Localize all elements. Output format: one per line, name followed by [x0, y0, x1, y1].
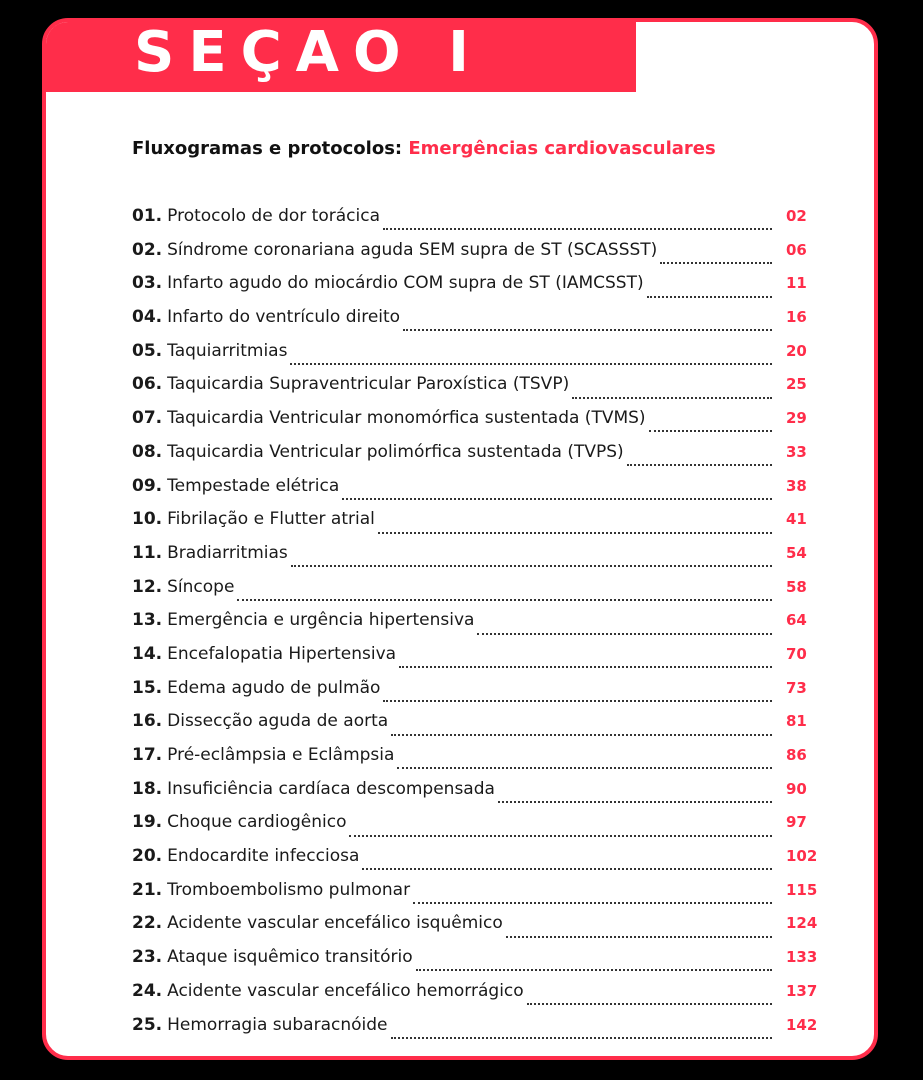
- toc-entry[interactable]: [132, 678, 822, 712]
- toc-entry-title: Síncope: [167, 576, 235, 597]
- toc-entry-title: Pré-eclâmpsia e Eclâmpsia: [167, 745, 395, 765]
- toc-entry-page: 115: [786, 880, 818, 899]
- toc-entry-number: 02.: [132, 239, 163, 260]
- toc-dot-leader: [342, 497, 772, 500]
- toc-entry-number: 16.: [132, 711, 163, 732]
- toc-entry-title: Edema agudo de pulmão: [167, 677, 381, 698]
- toc-entry[interactable]: [132, 273, 822, 307]
- toc-entry-title: Tempestade elétrica: [167, 475, 340, 496]
- toc-entry[interactable]: [132, 846, 822, 880]
- toc-entry[interactable]: [132, 644, 822, 678]
- toc-entry[interactable]: [132, 745, 822, 779]
- toc-entry-page: 142: [786, 1015, 818, 1034]
- toc-entry-title: Infarto do ventrículo direito: [167, 307, 401, 328]
- toc-entry-page: 41: [786, 510, 807, 529]
- toc-dot-leader: [416, 968, 772, 971]
- toc-dot-leader: [498, 800, 772, 803]
- subtitle-prefix: Fluxogramas e protocolos:: [132, 138, 409, 159]
- toc-entry-title: Bradiarritmias: [167, 542, 288, 563]
- toc-entry[interactable]: [132, 240, 822, 274]
- toc-entry[interactable]: [132, 812, 822, 846]
- toc-entry-title: Encefalopatia Hipertensiva: [167, 643, 397, 664]
- toc-entry-page: 25: [786, 375, 807, 394]
- toc-entry-title: Taquicardia Supraventricular Paroxística (TSVP): [167, 374, 570, 395]
- toc-entry-title: Choque cardiogênico: [167, 812, 347, 833]
- toc-entry[interactable]: [132, 779, 822, 813]
- toc-entry-title: Acidente vascular encefálico hemorrágico: [167, 980, 524, 1001]
- toc-entry-page: 90: [786, 779, 807, 798]
- toc-entry[interactable]: [132, 610, 822, 644]
- toc-entry-number: 22.: [132, 913, 163, 934]
- toc-entry-page: 133: [786, 948, 818, 967]
- toc-dot-leader: [349, 834, 772, 837]
- toc-entry-number: 01.: [132, 206, 163, 226]
- toc-entry-number: 19.: [132, 812, 163, 833]
- toc-dot-leader: [647, 295, 772, 298]
- toc-entry-title: Dissecção aguda de aorta: [167, 711, 389, 732]
- toc-entry[interactable]: [132, 206, 822, 240]
- toc-entry-number: 20.: [132, 846, 163, 867]
- toc-entry-title: Tromboembolismo pulmonar: [167, 879, 411, 900]
- toc-entry-page: 97: [786, 813, 807, 832]
- toc-entry-page: 11: [786, 274, 807, 293]
- toc-entry-title: Protocolo de dor torácica: [167, 206, 380, 226]
- toc-entry-number: 09.: [132, 475, 163, 496]
- toc-entry[interactable]: [132, 981, 822, 1015]
- toc-entry[interactable]: [132, 509, 822, 543]
- toc-entry[interactable]: [132, 374, 822, 408]
- toc-entry-page: 81: [786, 712, 807, 731]
- toc-entry-number: 03.: [132, 273, 163, 294]
- toc-dot-leader: [362, 867, 772, 870]
- toc-dot-leader: [383, 227, 772, 230]
- toc-entry-title: Síndrome coronariana aguda SEM supra de ST (SCASSST): [167, 239, 658, 260]
- toc-dot-leader: [477, 632, 772, 635]
- toc-entry[interactable]: [132, 577, 822, 611]
- toc-entry-number: 23.: [132, 947, 163, 968]
- toc-dot-leader: [237, 598, 772, 601]
- toc-entry-page: 54: [786, 543, 807, 562]
- toc-dot-leader: [413, 901, 772, 904]
- toc-entry-page: 137: [786, 981, 818, 1000]
- toc-card: [42, 18, 878, 1060]
- toc-entry[interactable]: [132, 307, 822, 341]
- toc-entry-number: 24.: [132, 980, 163, 1001]
- toc-dot-leader: [391, 1036, 772, 1039]
- toc-entry-number: 06.: [132, 374, 163, 395]
- toc-entry-number: 25.: [132, 1014, 163, 1035]
- toc-entry-page: 58: [786, 577, 807, 596]
- toc-dot-leader: [397, 766, 772, 769]
- table-of-contents: [132, 206, 822, 1048]
- toc-entry-page: 86: [786, 746, 807, 764]
- toc-dot-leader: [572, 396, 772, 399]
- toc-entry-page: 73: [786, 678, 807, 697]
- toc-entry-page: 29: [786, 409, 807, 428]
- toc-dot-leader: [403, 328, 772, 331]
- toc-entry-page: 70: [786, 644, 807, 663]
- subtitle-accent: Emergências cardiovasculares: [408, 138, 716, 159]
- toc-entry-page: 20: [786, 341, 807, 360]
- toc-entry-page: 124: [786, 914, 818, 933]
- toc-entry-title: Infarto agudo do miocárdio COM supra de ST (IAMCSST): [167, 273, 644, 294]
- toc-entry-number: 13.: [132, 610, 163, 631]
- toc-dot-leader: [627, 463, 772, 466]
- toc-entry-title: Hemorragia subaracnóide: [167, 1014, 388, 1035]
- toc-entry[interactable]: [132, 1015, 822, 1049]
- toc-dot-leader: [378, 531, 772, 534]
- toc-entry-number: 04.: [132, 307, 163, 328]
- toc-entry-number: 05.: [132, 340, 163, 361]
- toc-dot-leader: [506, 935, 772, 938]
- toc-entry-page: 02: [786, 207, 807, 225]
- toc-entry[interactable]: [132, 711, 822, 745]
- toc-entry[interactable]: [132, 341, 822, 375]
- toc-entry-title: Emergência e urgência hipertensiva: [167, 610, 475, 631]
- toc-entry[interactable]: [132, 442, 822, 476]
- toc-dot-leader: [527, 1002, 772, 1005]
- toc-entry[interactable]: [132, 543, 822, 577]
- toc-entry-page: 16: [786, 308, 807, 327]
- page-subtitle: [132, 138, 716, 159]
- toc-entry-title: Fibrilação e Flutter atrial: [167, 509, 375, 530]
- toc-entry-number: 15.: [132, 677, 163, 698]
- toc-entry-number: 11.: [132, 542, 163, 563]
- toc-entry-page: 38: [786, 476, 807, 495]
- toc-entry-number: 14.: [132, 643, 163, 664]
- toc-dot-leader: [649, 429, 772, 432]
- toc-entry-title: Endocardite infecciosa: [167, 846, 360, 867]
- toc-dot-leader: [291, 564, 772, 567]
- toc-entry-number: 12.: [132, 576, 163, 597]
- toc-entry-number: 08.: [132, 441, 163, 462]
- toc-entry[interactable]: [132, 947, 822, 981]
- toc-entry-title: Taquiarritmias: [167, 340, 288, 361]
- toc-entry-number: 21.: [132, 879, 163, 900]
- toc-entry[interactable]: [132, 476, 822, 510]
- toc-entry-title: Ataque isquêmico transitório: [167, 947, 413, 968]
- toc-entry-title: Acidente vascular encefálico isquêmico: [167, 913, 503, 934]
- section-title: SEÇAO I: [134, 20, 483, 85]
- toc-entry-number: 17.: [132, 745, 163, 765]
- toc-dot-leader: [290, 362, 772, 365]
- toc-entry-title: Insuficiência cardíaca descompensada: [167, 778, 495, 799]
- toc-entry[interactable]: [132, 880, 822, 914]
- toc-entry-title: Taquicardia Ventricular polimórfica sustentada (TVPS): [167, 441, 624, 462]
- toc-entry[interactable]: [132, 913, 822, 947]
- toc-entry-number: 10.: [132, 509, 163, 530]
- section-banner: [46, 22, 636, 92]
- toc-entry-number: 07.: [132, 408, 163, 429]
- toc-dot-leader: [383, 699, 772, 702]
- toc-entry-number: 18.: [132, 778, 163, 799]
- toc-entry-page: 64: [786, 611, 807, 630]
- toc-entry-title: Taquicardia Ventricular monomórfica sustentada (TVMS): [167, 408, 646, 429]
- toc-entry-page: 06: [786, 240, 807, 259]
- toc-dot-leader: [660, 261, 772, 264]
- toc-dot-leader: [399, 665, 772, 668]
- toc-entry[interactable]: [132, 408, 822, 442]
- toc-dot-leader: [391, 733, 772, 736]
- toc-entry-page: 102: [786, 847, 818, 866]
- toc-entry-page: 33: [786, 442, 807, 461]
